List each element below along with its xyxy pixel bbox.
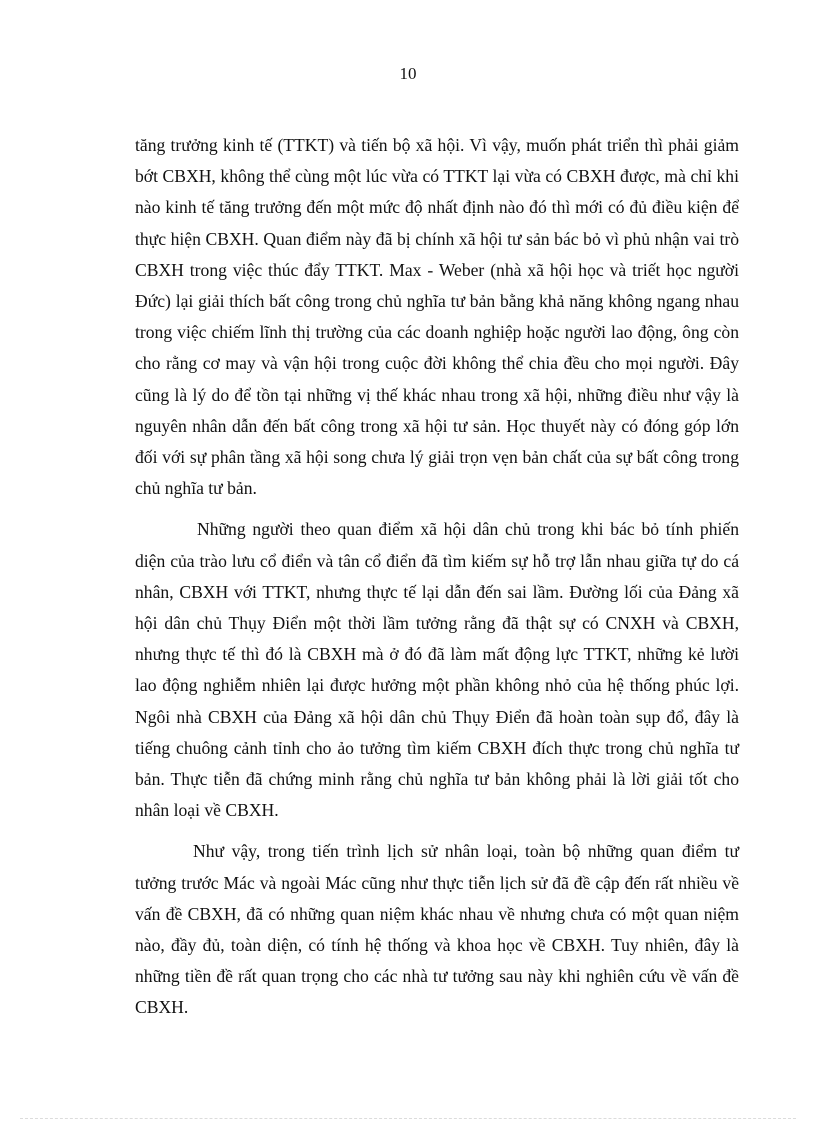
body-text bbox=[135, 130, 739, 1034]
page-number: 10 bbox=[399, 64, 417, 83]
paragraph-1: tăng trưởng kinh tế (TTKT) và tiến bộ xã hội. Vì vậy, muốn phát triển thì phải giảm bớt CBXH, không thể cùng một lúc vừa có TTKT lại vừa có CBXH được, mà chỉ khi nào kinh tế tăng trưởng đến một mức độ nhất định nào đó thì mới có đủ điều kiện để thực hiện CBXH. Quan điểm này đã bị chính xã hội tư sản bác bỏ vì phủ nhận vai trò CBXH trong việc thúc đẩy TTKT. Max - Weber (nhà xã hội học và triết học người Đức) lại giải thích bất công trong chủ nghĩa tư bản bằng khả năng không ngang nhau trong việc chiếm lĩnh thị trường của các doanh nghiệp hoặc người lao động, ông còn cho rằng cơ may và vận hội trong cuộc đời không thể chia đều cho mọi người. Đây cũng là lý do để tồn tại những vị thế khác nhau trong xã hội, những điều như vậy là nguyên nhân dẫn đến bất công trong xã hội tư sản. Học thuyết này có đóng góp lớn đối với sự phân tầng xã hội song chưa lý giải trọn vẹn bản chất của sự bất công trong chủ nghĩa tư bản. bbox=[135, 135, 739, 499]
page-bottom-divider bbox=[20, 1118, 796, 1119]
paragraph-2: Những người theo quan điểm xã hội dân chủ trong khi bác bỏ tính phiến diện của trào lưu cổ điển và tân cổ điển đã tìm kiếm sự hỗ trợ lẫn nhau giữa tự do cá nhân, CBXH với TTKT, nhưng thực tế lại dẫn đến sai lầm. Đường lối của Đảng xã hội dân chủ Thụy Điển một thời lầm tưởng rằng đã thật sự có CNXH và CBXH, nhưng thực tế thì đó là CBXH mà ở đó đã làm mất động lực TTKT, những kẻ lười lao động nghiễm nhiên lại được hưởng một phần không nhỏ của hệ thống phúc lợi. Ngôi nhà CBXH của Đảng xã hội dân chủ Thụy Điển đã hoàn toàn sụp đổ, đây là tiếng chuông cảnh tỉnh cho ảo tưởng tìm kiếm CBXH đích thực trong chủ nghĩa tư bản. Thực tiễn đã chứng minh rằng chủ nghĩa tư bản không phải là lời giải tốt cho nhân loại về CBXH. bbox=[135, 519, 739, 821]
paragraph-3: Như vậy, trong tiến trình lịch sử nhân loại, toàn bộ những quan điểm tư tưởng trước Mác và ngoài Mác cũng như thực tiễn lịch sử đã đề cập đến rất nhiều về vấn đề CBXH, đã có những quan niệm khác nhau về nhưng chưa có một quan niệm nào, đầy đủ, toàn diện, có tính hệ thống và khoa học về CBXH. Tuy nhiên, đây là những tiền đề rất quan trọng cho các nhà tư tưởng sau này khi nghiên cứu về vấn đề CBXH. bbox=[135, 841, 739, 1018]
